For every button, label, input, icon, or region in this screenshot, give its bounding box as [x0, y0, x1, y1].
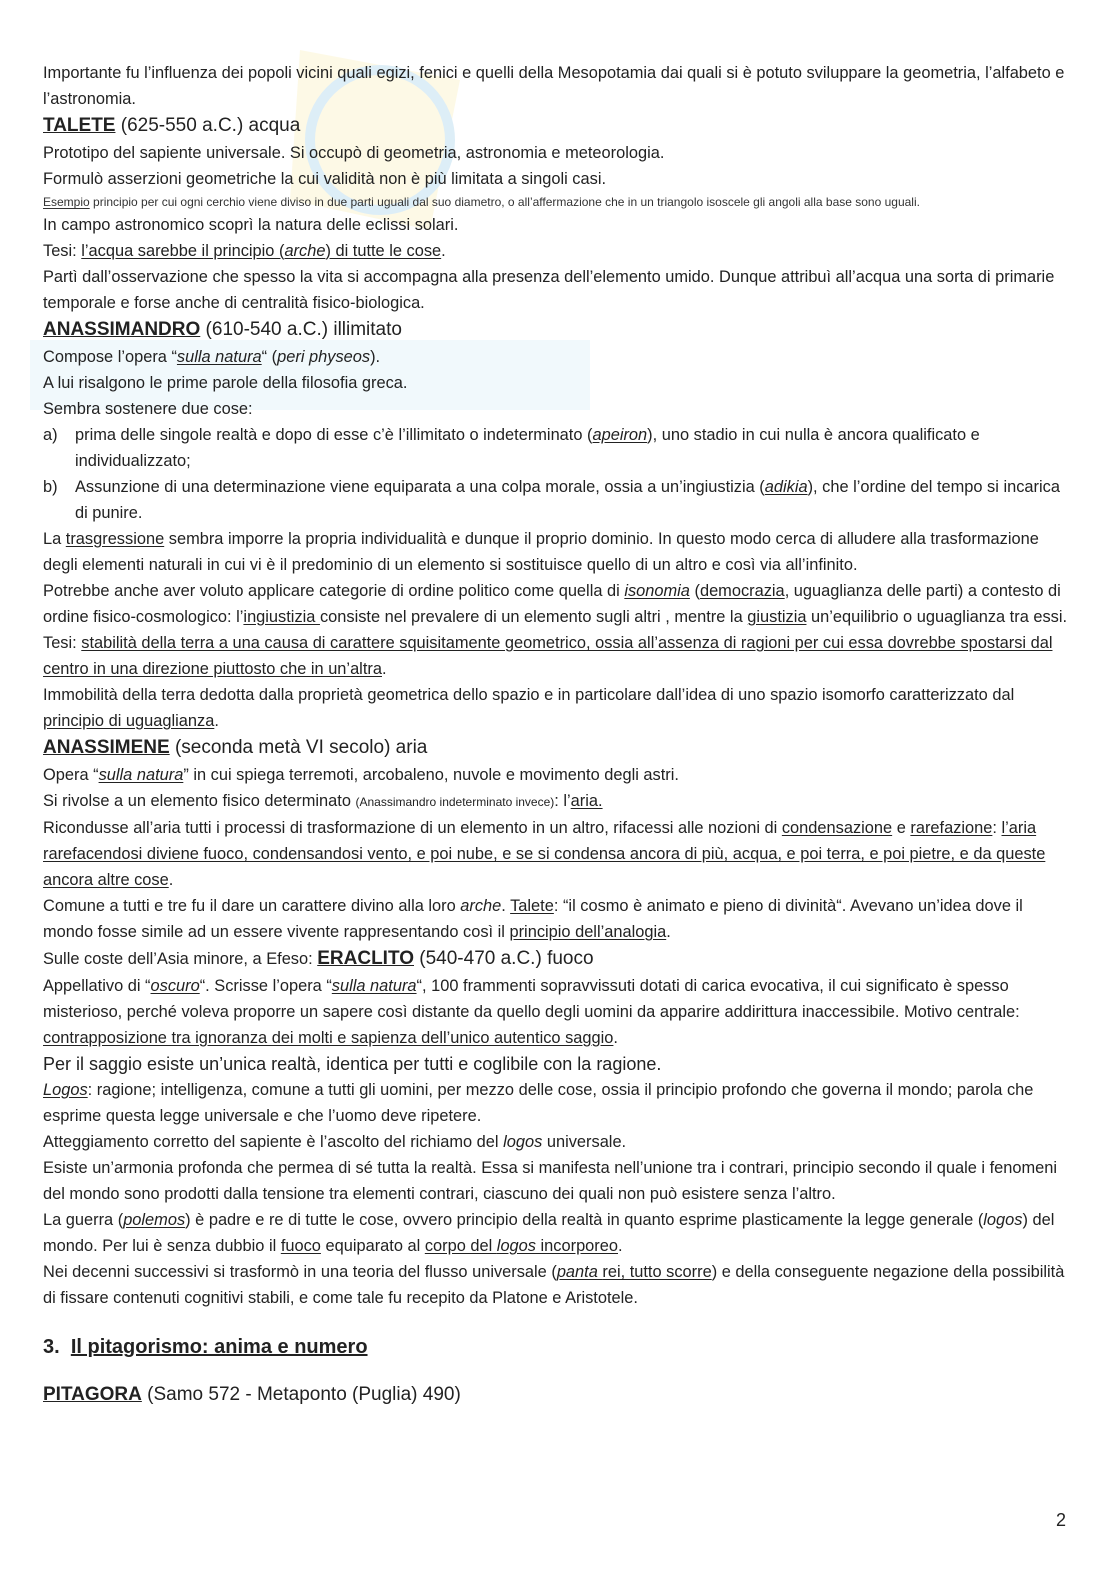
anassimene-heading: ANASSIMENE (seconda metà VI secolo) aria	[43, 737, 428, 758]
eraclito-heading: Sulle coste dell’Asia minore, a Efeso: ERACLITO (540-470 a.C.) fuoco	[43, 948, 594, 969]
list-item-b: b) Assunzione di una determinazione viene equiparata a una colpa morale, ossia a un’ingiustizia (adikia), che l’ordine del tempo si incarica di punire.	[43, 478, 1060, 522]
talete-line-1: Prototipo del sapiente universale. Si occupò di geometria, astronomia e meteorologia.	[43, 144, 665, 162]
eraclito-flusso: Nei decenni successivi si trasformò in una teoria del flusso universale (panta rei, tutto scorre) e della conseguente negazione della possibilità di fissare contenuti cognitivi stabili, e come tale fu recepito da Platone e Aristotele.	[43, 1263, 1065, 1307]
anassimene-comune: Comune a tutti e tre fu il dare un carattere divino alla loro arche. Talete: “il cosmo è animato e pieno di divinità“. Avevano un’idea dove il mondo fosse simile ad un essere vivente rappresentando così il principio dell’analogia.	[43, 897, 1023, 941]
anassimandro-politica: Potrebbe anche aver voluto applicare categorie di ordine politico come quella di isonomia (democrazia, uguaglianza delle parti) a contesto di ordine fisico-cosmologico: l’ingiustizia consiste nel prevalere di un elemento sugli altri , mentre la giustizia un’equilibrio o uguaglianza tra essi.	[43, 582, 1068, 626]
eraclito-armonia: Esiste un’armonia profonda che permea di sé tutta la realtà. Essa si manifesta nell’unione tra i contrari, principio secondo il quale i fenomeni del mondo sono prodotti dalla tensione tra elementi contrari, ciascuno dei quali non può esistere senza l’altro.	[43, 1159, 1058, 1203]
page-number: 2	[1055, 1510, 1066, 1530]
talete-line-2: Formulò asserzioni geometriche la cui validità non è più limitata a singoli casi.	[43, 170, 607, 188]
eraclito-saggio: Per il saggio esiste un’unica realtà, identica per tutti e coglibile con la ragione.	[43, 1054, 662, 1074]
anassimandro-line-1: A lui risalgono le prime parole della filosofia greca.	[43, 374, 408, 392]
document-body	[43, 60, 1073, 1409]
anassimandro-line-2: Sembra sostenere due cose:	[43, 400, 253, 418]
anassimene-opera: Opera “sulla natura” in cui spiega terremoti, arcobaleno, nuvole e movimento degli astri.	[43, 766, 679, 784]
talete-line-4: Partì dall’osservazione che spesso la vita si accompagna alla presenza dell’elemento umido. Dunque attribuì all’acqua una sorta di primarie temporale e forse anche di centralità fisico-biologica.	[43, 268, 1055, 312]
section-3-heading: 3. Il pitagorismo: anima e numero	[43, 1336, 368, 1358]
anassimene-elemento: Si rivolse a un elemento fisico determinato (Anassimandro indeterminato invece): l’aria.	[43, 792, 603, 810]
pitagora-heading: PITAGORA (Samo 572 - Metaponto (Puglia) 490)	[43, 1384, 461, 1405]
eraclito-guerra: La guerra (polemos) è padre e re di tutte le cose, ovvero principio della realtà in quanto esprime plasticamente la legge generale (logos) del mondo. Per lui è senza dubbio il fuoco equiparato al corpo del logos incorporeo.	[43, 1211, 1055, 1255]
anassimandro-thesis: Tesi: stabilità della terra a una causa di carattere squisitamente geometrico, ossia all’assenza di ragioni per cui essa dovrebbe spostarsi dal centro in una direzione piuttosto che in un’altra.	[43, 634, 1053, 678]
anassimandro-immobilita: Immobilità della terra dedotta dalla proprietà geometrica dello spazio e in particolare dall’idea di uno spazio isomorfo caratterizzato dal principio di uguaglianza.	[43, 686, 1015, 730]
talete-heading: TALETE (625-550 a.C.) acqua	[43, 115, 301, 136]
eraclito-appellativo: Appellativo di “oscuro“. Scrisse l’opera “sulla natura“, 100 frammenti sopravvissuti dotati di carica evocativa, il cui significato è spesso misterioso, perché voleva proporre un sapere così distante da quello degli uomini da apparire addirittura inaccessibile. Motivo centrale: contrapposizione tra ignoranza dei molti e sapienza dell’unico autentico saggio.	[43, 977, 1020, 1047]
eraclito-logos: Logos: ragione; intelligenza, comune a tutti gli uomini, per mezzo delle cose, ossia il principio profondo che governa il mondo; parola che esprime questa legge universale e che l’uomo deve ripetere.	[43, 1081, 1034, 1125]
anassimandro-opera: Compose l’opera “sulla natura“ (peri physeos).	[43, 348, 381, 366]
anassimandro-heading: ANASSIMANDRO (610-540 a.C.) illimitato	[43, 319, 402, 340]
talete-example: Esempio principio per cui ogni cerchio viene diviso in due parti uguali dal suo diametro, o all’affermazione che in un triangolo isoscele gli angoli alla base sono uguali.	[43, 195, 920, 209]
list-item-a: a) prima delle singole realtà e dopo di esse c’è l’illimitato o indeterminato (apeiron), uno stadio in cui nulla è ancora qualificato e individualizzato;	[43, 426, 980, 470]
intro-paragraph: Importante fu l’influenza dei popoli vicini quali egizi, fenici e quelli della Mesopotamia dai quali si è potuto sviluppare la geometria, l’alfabeto e l’astronomia.	[43, 64, 1065, 108]
talete-thesis: Tesi: l’acqua sarebbe il principio (arche) di tutte le cose.	[43, 242, 446, 260]
anassimandro-trasgressione: La trasgressione sembra imporre la propria individualità e dunque il proprio dominio. In questo modo cerca di alludere alla trasformazione degli elementi naturali in cui vi è il predominio di un elemento si sostituisce quello di un altro e così via all’infinito.	[43, 530, 1039, 574]
talete-line-3: In campo astronomico scoprì la natura delle eclissi solari.	[43, 216, 459, 234]
eraclito-atteggiamento: Atteggiamento corretto del sapiente è l’ascolto del richiamo del logos universale.	[43, 1133, 627, 1151]
anassimene-ricondusse: Ricondusse all’aria tutti i processi di trasformazione di un elemento in un altro, rifacessi alle nozioni di condensazione e rarefazione: l’aria rarefacendosi diviene fuoco, condensandosi vento, e poi nube, e se si condensa ancora di più, acqua, e poi terra, e poi pietre, e da queste ancora altre cose.	[43, 819, 1046, 889]
